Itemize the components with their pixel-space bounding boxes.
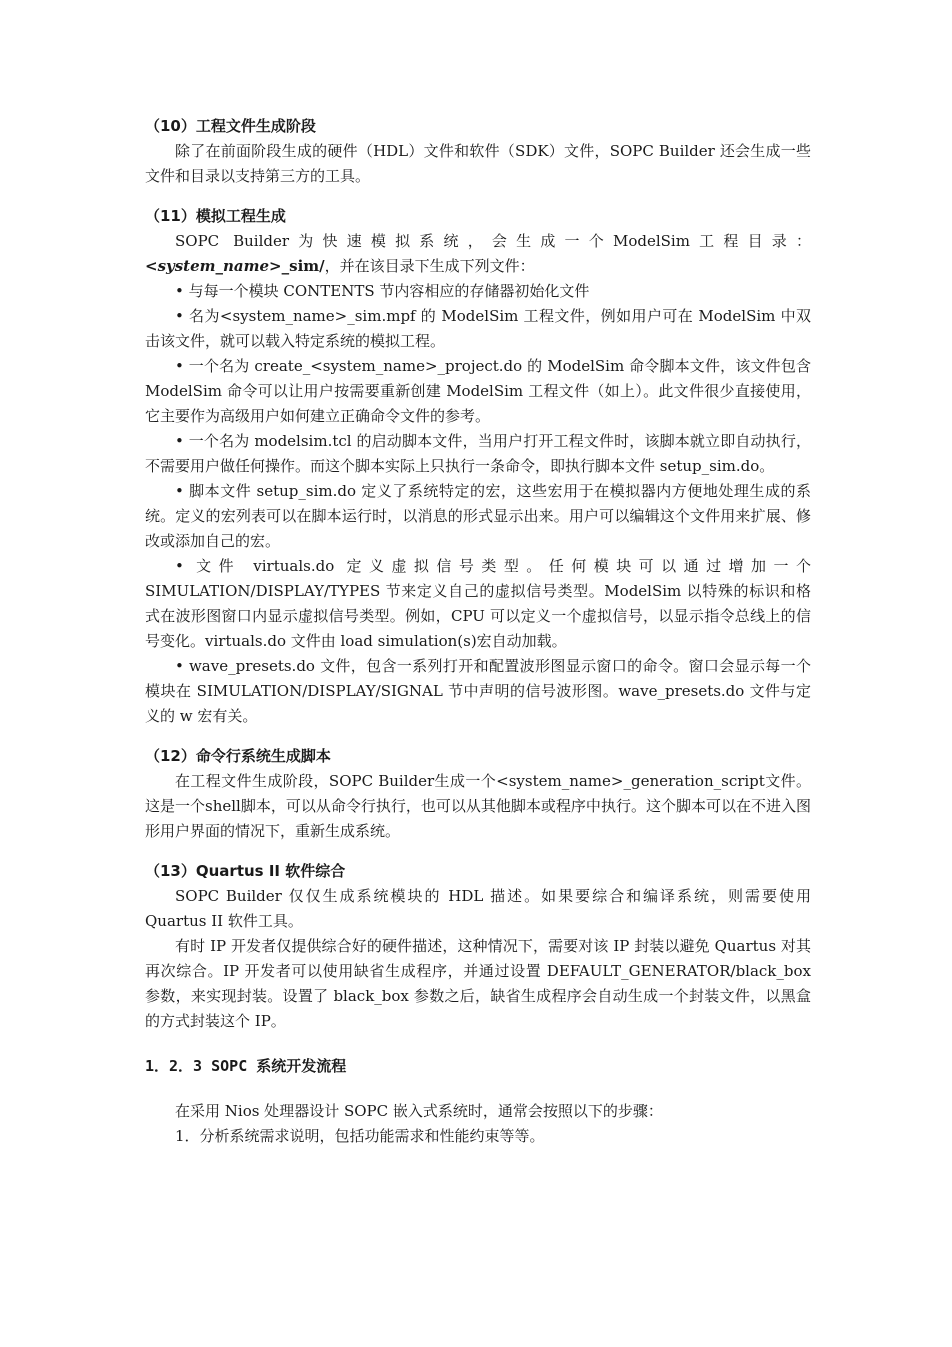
section-10-heading: （10）工程文件生成阶段 (145, 117, 316, 135)
sim-dir-suffix: _sim/ (281, 257, 325, 275)
system-name-emphasis: <system_name> (145, 257, 282, 275)
section-1-2-3-heading: 1．2．3 SOPC 系统开发流程 (145, 1057, 347, 1075)
section-13-heading: （13）Quartus II 软件综合 (145, 862, 346, 880)
numbered-step-1: 1．分析系统需求说明，包括功能需求和性能约束等等。 (175, 1127, 545, 1145)
bullet-item: • 脚本文件 setup_sim.do 定义了系统特定的宏，这些宏用于在模拟器内方便地处理生成的系统。定义的宏列表可以在脚本运行时，以消息的形式显示出来。用户可以编辑这个文件用来扩展、修改或添加自己的宏。 (145, 482, 811, 550)
bullet-item: • 一个名为 create_<system_name>_project.do 的 ModelSim 命令脚本文件，该文件包含 ModelSim 命令可以让用户按需要重新创建 ModelSim 工程文件（如上）。此文件很少直接使用，它主要作为高级用户如何建立正确命令文件的参考。 (145, 357, 811, 425)
section-13-paragraph-1: SOPC Builder 仅仅生成系统模块的 HDL 描述。如果要综合和编译系统，则需要使用 Quartus II 软件工具。 (145, 887, 811, 930)
section-12-paragraph: 在工程文件生成阶段，SOPC Builder生成一个<system_name>_generation_script文件。这是一个shell脚本，可以从命令行执行，也可以从其他脚本或程序中执行。这个脚本可以在不进入图形用户界面的情况下，重新生成系统。 (145, 772, 811, 840)
section-11-intro-pre: SOPC Builder为快速模拟系统，会生成一个ModelSim工程目录： (175, 232, 811, 250)
section-13-paragraph-2: 有时 IP 开发者仅提供综合好的硬件描述，这种情况下，需要对该 IP 封装以避免 Quartus 对其再次综合。IP 开发者可以使用缺省生成程序，并通过设置 DEFAULT_GENERATOR/black_box 参数，来实现封装。设置了 black_box 参数之后，缺省生成程序会自动生成一个封装文件，以黑盒的方式封装这个 IP。 (145, 937, 811, 1030)
document-page (145, 114, 811, 1149)
section-11-intro-post: ，并在该目录下生成下列文件： (324, 257, 535, 275)
section-1-2-3-intro: 在采用 Nios 处理器设计 SOPC 嵌入式系统时，通常会按照以下的步骤： (175, 1102, 663, 1120)
bullet-item: • 文件 virtuals.do 定义虚拟信号类型。任何模块可以通过增加一个 SIMULATION/DISPLAY/TYPES 节来定义自己的虚拟信号类型。ModelSim 以特殊的标识和格式在波形图窗口内显示虚拟信号类型。例如，CPU 可以定义一个虚拟信号，以显示指令总线上的信号变化。virtuals.do 文件由 load simulation(s)宏自动加载。 (145, 557, 811, 650)
bullet-item: • 与每一个模块 CONTENTS 节内容相应的存储器初始化文件 (175, 282, 590, 300)
section-11-heading: （11）模拟工程生成 (145, 207, 286, 225)
bullet-item: • 一个名为 modelsim.tcl 的启动脚本文件，当用户打开工程文件时，该脚本就立即自动执行，不需要用户做任何操作。而这个脚本实际上只执行一条命令，即执行脚本文件 setup_sim.do。 (145, 432, 811, 475)
section-10-paragraph: 除了在前面阶段生成的硬件（HDL）文件和软件（SDK）文件，SOPC Builder 还会生成一些文件和目录以支持第三方的工具。 (145, 142, 811, 185)
section-11-intro (145, 229, 811, 279)
bullet-item: • 名为<system_name>_sim.mpf 的 ModelSim 工程文件，例如用户可在 ModelSim 中双击该文件，就可以载入特定系统的模拟工程。 (145, 307, 811, 350)
bullet-item: • wave_presets.do 文件，包含一系列打开和配置波形图显示窗口的命令。窗口会显示每一个模块在 SIMULATION/DISPLAY/SIGNAL 节中声明的信号波形图。wave_presets.do 文件与定义的 w 宏有关。 (145, 657, 811, 725)
section-12-heading: （12）命令行系统生成脚本 (145, 747, 331, 765)
